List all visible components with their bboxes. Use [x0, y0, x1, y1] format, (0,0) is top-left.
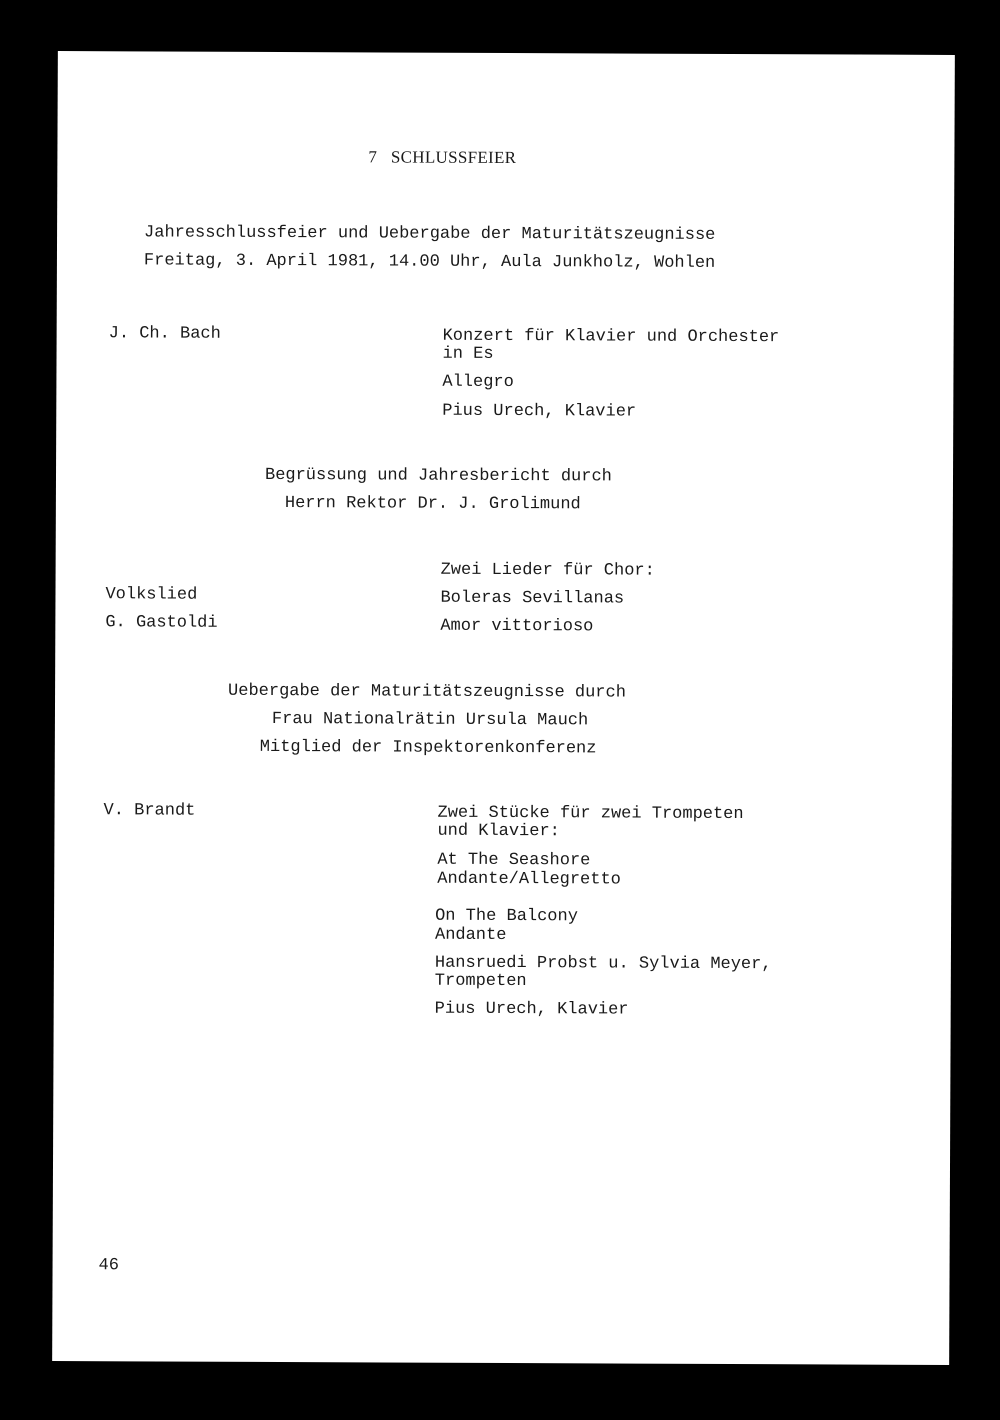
songs-heading: Zwei Lieder für Chor:	[440, 560, 655, 581]
handover-line-2: Frau Nationalrätin Ursula Mauch	[271, 709, 589, 731]
intro-line-2: Freitag, 3. April 1981, 14.00 Uhr, Aula Junkholz, Wohlen	[143, 251, 716, 273]
brandt-piano: Pius Urech, Klavier	[434, 999, 629, 1020]
brandt-piece-1: At The Seashore Andante/Allegretto	[437, 850, 621, 890]
bach-work: Konzert für Klavier und Orchester in Es	[442, 326, 780, 364]
section-title: SCHLUSSFEIER	[390, 147, 517, 168]
handover-line-1: Uebergabe der Maturitätszeugnisse durch	[228, 681, 626, 703]
brandt-piece-2: On The Balcony Andante	[434, 906, 578, 946]
song-1-composer: Volkslied	[105, 585, 198, 605]
brandt-composer: V. Brandt	[103, 801, 196, 821]
song-1-title: Boleras Sevillanas	[440, 588, 625, 609]
welcome-line-2: Herrn Rektor Dr. J. Grolimund	[284, 494, 581, 515]
welcome-line-1: Begrüssung und Jahresbericht durch	[264, 465, 612, 487]
bach-performer: Pius Urech, Klavier	[442, 401, 637, 422]
brandt-work: Zwei Stücke für zwei Trompeten und Klavier:	[437, 803, 744, 842]
song-2-title: Amor vittorioso	[440, 616, 594, 637]
intro-line-1: Jahresschlussfeier und Uebergabe der Maturitätszeugnisse	[144, 223, 716, 245]
bach-composer: J. Ch. Bach	[108, 324, 221, 344]
section-heading	[368, 147, 516, 167]
bach-movement: Allegro	[442, 372, 514, 393]
brandt-trumpets: Hansruedi Probst u. Sylvia Meyer, Trompeten	[434, 953, 772, 992]
handover-line-3: Mitglied der Inspektorenkonferenz	[259, 737, 597, 759]
page-number: 46	[98, 1256, 120, 1276]
document-page	[52, 51, 955, 1365]
song-2-composer: G. Gastoldi	[105, 613, 218, 633]
section-number: 7	[368, 147, 378, 167]
